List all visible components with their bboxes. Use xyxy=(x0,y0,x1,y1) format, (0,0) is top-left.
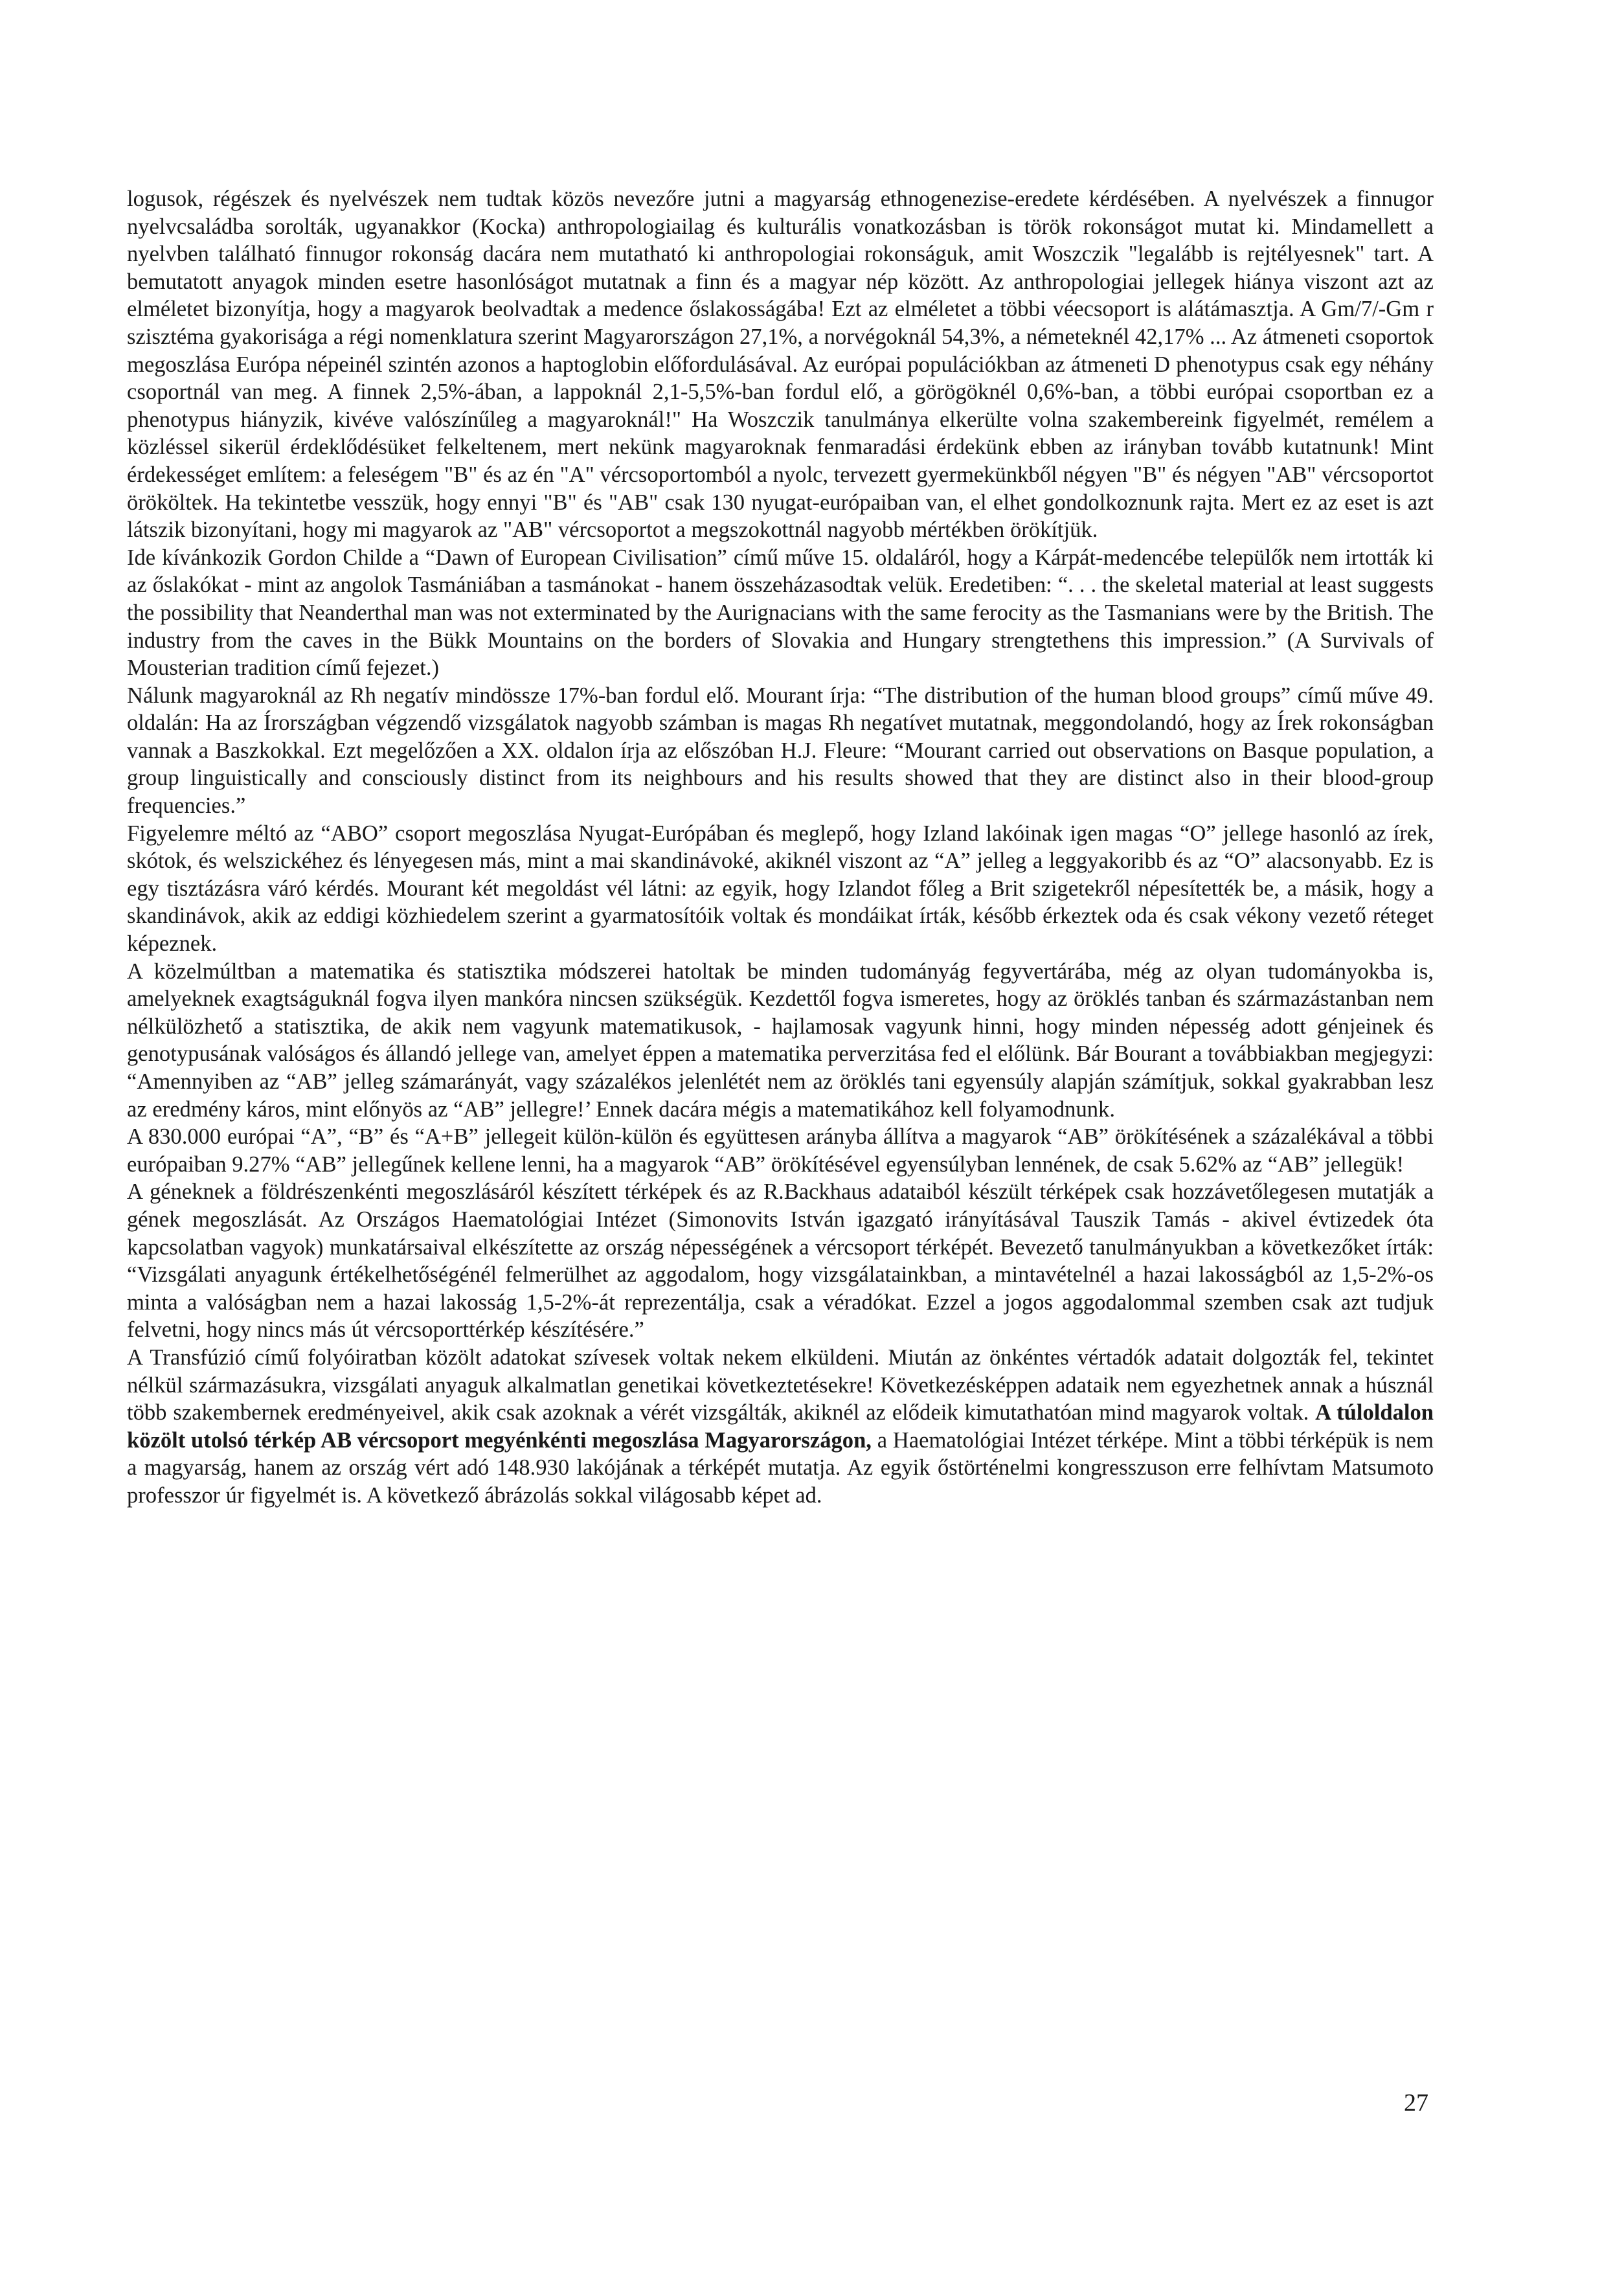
paragraph-8-text-before: A Transfúzió című folyóiratban közölt adatokat szívesek voltak nekem elküldeni. Miután az önkéntes vértadók adatait dolgozták fel, tekintet nélkül származásukra, vizsgálati anyaguk alkalmatlan genetikai következtetésekre! Következésképpen adataik nem egyezhetnek annak a húsznál több szakembernek eredményeivel, akik csak azoknak a vérét vizsgálták, akiknél az elődeik kimutathatóan mind magyarok voltak. xyxy=(127,1345,1434,1425)
paragraph-5: A közelmúltban a matematika és statisztika módszerei hatoltak be minden tudományág fegyvertárába, még az olyan tudományokba is, amelyeknek exagtságuknál fogva ilyen mankóra nincsen szükségük. Kezdettől fogva ismeretes, hogy az öröklés tanban és származástanban nem nélkülözhető a statisztika, de akik nem vagyunk matematikusok, - hajlamosak vagyunk hinni, hogy minden népesség adott génjeinek és genotypusának valóságos és állandó jellege van, amelyet éppen a matematika perverzitása fed el előlünk. Bár Bourant a továbbiakban megjegyzi: “Amennyiben az “AB” jelleg számarányát, vagy százalékos jelenlétét nem az öröklés tani egyensúly alapján számítjuk, sokkal gyakrabban lesz az eredmény káros, mint előnyös az “AB” jellegre!’ Ennek dacára mégis a matematikához kell folyamodnunk. xyxy=(127,959,1434,1122)
paragraph-4: Figyelemre méltó az “ABO” csoport megoszlása Nyugat-Európában és meglepő, hogy Izland lakóinak igen magas “O” jellege hasonló az írek, skótok, és welszickéhez és lényegesen más, mint a mai skandinávoké, akiknél viszont az “A” jelleg a leggyakoribb és az “O” alacsonyabb. Ez is egy tisztázásra váró kérdés. Mourant két megoldást vél látni: az egyik, hogy Izlandot főleg a Brit szigetekről népesítették be, a másik, hogy a skandinávok, akik az eddigi közhiedelem szerint a gyarmatosítóik voltak és mondáikat írták, később érkeztek oda és csak vékony vezető réteget képeznek. xyxy=(127,821,1434,957)
paragraph-8-text-after: a Haematológiai Intézet térképe. Mint a többi térképük is nem a magyarság, hanem az ország vért adó 148.930 lakójának a térképét mutatja. Az egyik őstörténelmi kongresszuson erre felhívtam Matsumoto professzor úr figyelmét is. A következő ábrázolás sokkal világosabb képet ad. xyxy=(127,1427,1434,1508)
paragraph-7: A géneknek a földrészenkénti megoszlásáról készített térképek és az R.Backhaus adataiból készült térképek csak hozzávetőlegesen mutatják a gének megoszlását. Az Országos Haematológiai Intézet (Simonovits István igazgató irányításával Tauszik Tamás - akivel évtizedek óta kapcsolatban vagyok) munkatársaival elkészítette az ország népességének a vércsoport térképét. Bevezető tanulmányukban a következőket írták: “Vizsgálati anyagunk értékelhetőségénél felmerülhet az aggodalom, hogy vizsgálatainkban, a mintavételnél a hazai lakosságból az 1,5-2%-os minta a valóságban nem a hazai lakosság 1,5-2%-át reprezentálja, csak a véradókat. Ezzel a jogos aggodalommal szemben csak azt tudjuk felvetni, hogy nincs más út vércsoporttérkép készítésére.” xyxy=(127,1179,1434,1343)
paragraph-1: logusok, régészek és nyelvészek nem tudtak közös nevezőre jutni a magyarság ethnogenezise-eredete kérdésében. A nyelvészek a finnugor nyelvcsaládba sorolták, ugyanakkor (Kocka) anthropologiailag és kulturális vonatkozásban is török rokonságot mutat ki. Mindamellett a nyelvben található finnugor rokonság dacára nem mutatható ki anthropologiai rokonságuk, amit Woszczik "legalább is rejtélyesnek" tart. A bemutatott anyagok minden esetre hasonlóságot mutatnak a finn és a magyar nép között. Az anthropologiai jellegek hiánya viszont azt az elméletet bizonyítja, hogy a magyarok beolvadtak a medence őslakosságába! Ezt az elméletet a többi véecsoport is alátámasztja. A Gm/7/-Gm r szisztéma gyakorisága a régi nomenklatura szerint Magyarországon 27,1%, a norvégoknál 54,3%, a németeknél 42,17% ... Az átmeneti csoportok megoszlása Európa népeinél szintén azonos a haptoglobin előfordulásával. Az európai populációkban az átmeneti D phenotypus csak egy néhány csoportnál van meg. A finnek 2,5%-ában, a lappoknál 2,1-5,5%-ban fordul elő, a görögöknél 0,6%-ban, a többi európai csoportban ez a phenotypus hiányzik, kivéve valószínűleg a magyaroknál!" Ha Woszczik tanulmánya elkerülte volna szakembereink figyelmét, remélem a közléssel sikerül érdeklődésüket felkeltenem, mert nekünk magyaroknak fenmaradási érdekünk ebben az irányban tovább kutatnunk! Mint érdekességet említem: a feleségem "B" és az én "A" vércsoportomból a nyolc, tervezett gyermekünkből négyen "B" és négyen "AB" vércsoportot örököltek. Ha tekintetbe vesszük, hogy ennyi "B" és "AB" csak 130 nyugat-európaiban van, el elhet gondolkoznunk rajta. Mert ez az eset is azt látszik bizonyítani, hogy mi magyarok az "AB" vércsoportot a megszokottnál nagyobb mértékben örökítjük. xyxy=(127,187,1434,543)
paragraph-2: Ide kívánkozik Gordon Childe a “Dawn of European Civilisation” című műve 15. oldaláról, hogy a Kárpát-medencébe települők nem irtották ki az őslakókat - mint az angolok Tasmániában a tasmánokat - hanem összeházasodtak velük. Eredetiben: “. . . the skeletal material at least suggests the possibility that Neanderthal man was not exterminated by the Aurignacians with the same ferocity as the Tasmanians were by the British. The industry from the caves in the Bükk Mountains on the borders of Slovakia and Hungary strengtethens this impression.” (A Survivals of Mousterian tradition című fejezet.) xyxy=(127,545,1434,681)
paragraph-6: A 830.000 európai “A”, “B” és “A+B” jellegeit külön-külön és együttesen arányba állítva a magyarok “AB” örökítésének a százalékával a többi európaiban 9.27% “AB” jellegűnek kellene lenni, ha a magyarok “AB” örökítésével egyensúlyban lennének, de csak 5.62% az “AB” jellegük! xyxy=(127,1124,1434,1177)
page-number: 27 xyxy=(1404,2089,1428,2116)
paragraph-8 xyxy=(127,1344,1434,1510)
paragraph-3: Nálunk magyaroknál az Rh negatív mindössze 17%-ban fordul elő. Mourant írja: “The distribution of the human blood groups” című műve 49. oldalán: Ha az Írországban végzendő vizsgálatok nagyobb számban is magas Rh negatívet mutatnak, meggondolandó, hogy az Írek rokonságban vannak a Baszkokkal. Ezt megelőzően a XX. oldalon írja az előszóban H.J. Fleure: “Mourant carried out observations on Basque population, a group linguistically and consciously distinct from its neighbours and his results showed that they are distinct also in their blood-group frequencies.” xyxy=(127,683,1434,819)
paragraph-8-bold-text: A túloldalon közölt utolsó térkép AB vércsoport megyénkénti megoszlása Magyarországon, xyxy=(127,1400,1434,1453)
page-body xyxy=(127,185,1434,1510)
